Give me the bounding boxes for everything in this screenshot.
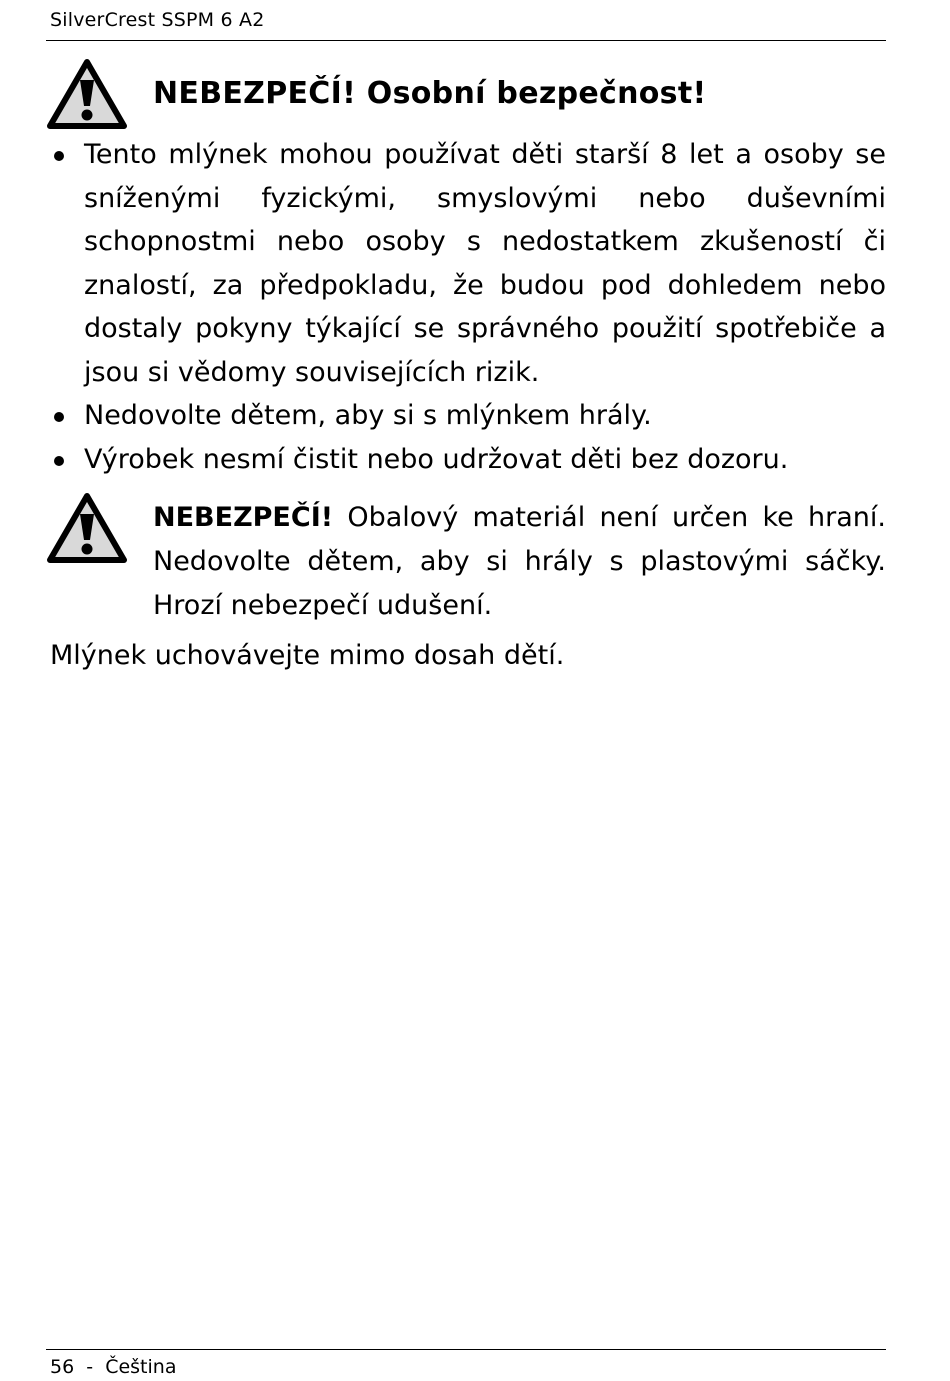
bullet-icon — [54, 151, 64, 161]
bullet-text: Výrobek nesmí čistit nebo udržovat děti bez dozoru. — [84, 443, 789, 475]
packaging-warning-text: Obalový materiál není určen ke hraní. Nedovolte dětem, aby si hrály s plastovými sáčky. Hrozí nebezpečí udušení. — [153, 502, 886, 621]
safety-bullet-list — [50, 133, 886, 481]
bullet-text: Nedovolte dětem, aby si s mlýnkem hrály. — [84, 400, 652, 431]
bullet-icon — [54, 412, 64, 422]
footer-divider — [46, 1349, 886, 1350]
page-footer: 56 - Čeština — [50, 1356, 177, 1378]
warning-triangle-icon — [46, 492, 128, 564]
warning-triangle-icon — [46, 58, 128, 130]
closing-note: Mlýnek uchovávejte mimo dosah dětí. — [50, 640, 565, 671]
packaging-warning-label: NEBEZPEČÍ! — [153, 502, 334, 533]
section-title: NEBEZPEČÍ! Osobní bezpečnost! — [153, 76, 707, 111]
list-item — [50, 133, 886, 394]
packaging-warning — [153, 496, 886, 628]
list-item — [50, 438, 886, 482]
list-item — [50, 394, 886, 438]
page-header-product: SilverCrest SSPM 6 A2 — [50, 9, 265, 31]
bullet-text: Tento mlýnek mohou používat děti starší 8 let a osoby se sníženými fyzickými, smyslovými nebo duševními schopnostmi nebo osoby s nedostatkem zkušeností či znalostí, za předpokladu, že budou pod dohledem nebo dostaly pokyny týkající se správného použití spotřebiče a jsou si vědomy souvisejících rizik. — [84, 139, 886, 388]
bullet-icon — [54, 456, 64, 466]
header-divider — [46, 40, 886, 41]
